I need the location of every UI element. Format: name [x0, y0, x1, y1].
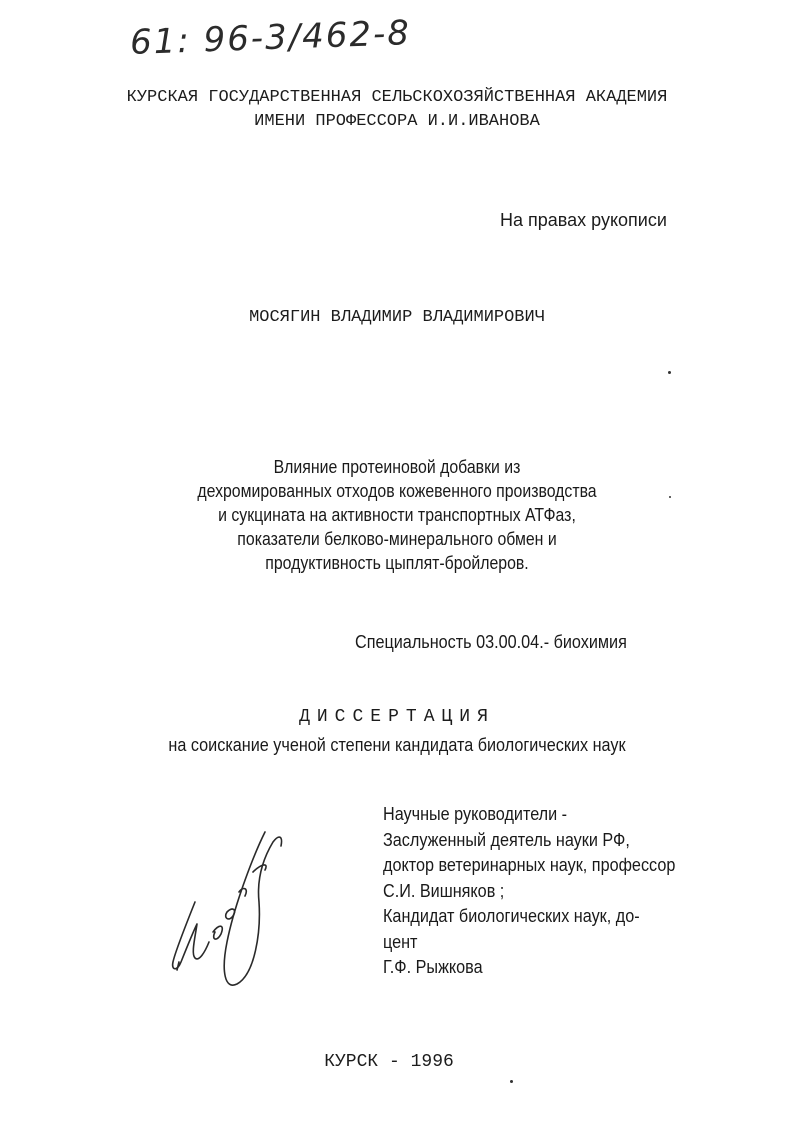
dissertation-purpose: на соискание ученой степени кандидата биологических наук	[168, 735, 626, 755]
speck	[510, 1080, 513, 1083]
supervisor-line: цент	[383, 931, 418, 952]
supervisor-line: Г.Ф. Рыжкова	[383, 957, 483, 977]
title-line: продуктивность цыплят-бройлеров.	[265, 553, 529, 573]
author-name: МОСЯГИН ВЛАДИМИР ВЛАДИМИРОВИЧ	[249, 308, 545, 327]
institution-header	[0, 86, 794, 134]
dissertation-title	[48, 455, 747, 575]
speck	[668, 371, 671, 374]
city-year: КУРСК - 1996	[324, 1052, 454, 1072]
title-line: дехромированных отходов кожевенного производства	[197, 481, 597, 501]
speck	[669, 496, 671, 498]
supervisor-line: доктор ветеринарных наук, профессор	[383, 855, 676, 875]
archive-code-handwritten: 61: 96-3/462-8	[129, 13, 412, 63]
title-line: и сукцината на активности транспортных АТФаз,	[218, 505, 576, 525]
supervisor-line: С.И. Вишняков ;	[383, 880, 505, 901]
dissertation-block	[0, 705, 794, 757]
handwritten-signature	[165, 812, 315, 1002]
rights-note: На правах рукописи	[500, 210, 667, 230]
dissertation-label: ДИССЕРТАЦИЯ	[299, 707, 495, 727]
supervisor-line: Научные руководители -	[383, 804, 568, 824]
supervisor-line: Кандидат биологических наук, до-	[383, 906, 640, 926]
supervisors-list	[383, 802, 675, 981]
institution-line-1: КУРСКАЯ ГОСУДАРСТВЕННАЯ СЕЛЬСКОХОЗЯЙСТВЕННАЯ АКАДЕМИЯ	[126, 88, 668, 107]
supervisor-line: Заслуженный деятель науки РФ,	[383, 829, 630, 850]
institution-line-2: ИМЕНИ ПРОФЕССОРА И.И.ИВАНОВА	[254, 112, 540, 131]
title-line: показатели белково-минерального обмен и	[237, 529, 557, 549]
specialty: Специальность 03.00.04.- биохимия	[355, 632, 627, 652]
title-line: Влияние протеиновой добавки из	[273, 457, 521, 477]
